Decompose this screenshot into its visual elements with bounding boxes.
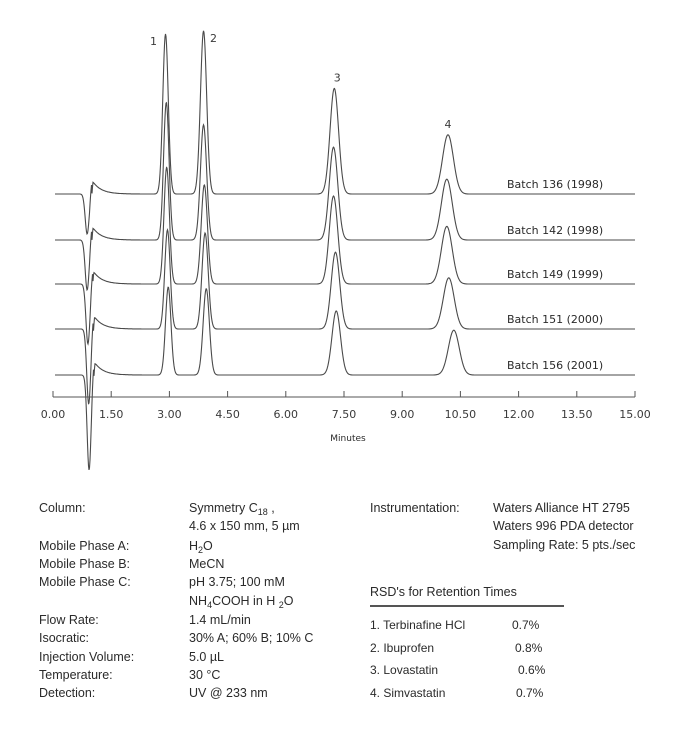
rsd-value: 0.8% bbox=[515, 641, 543, 655]
batch-label: Batch 151 (2000) bbox=[507, 313, 604, 326]
peak-labels bbox=[150, 32, 451, 131]
x-axis-label: Minutes bbox=[330, 434, 366, 444]
rsd-compound: 2. Ibuprofen bbox=[370, 641, 435, 655]
condition-value: UV @ 233 nm bbox=[189, 686, 268, 700]
condition-label: Mobile Phase A: bbox=[39, 539, 130, 553]
x-tick-label: 12.00 bbox=[502, 408, 535, 421]
x-tick-label: 1.50 bbox=[98, 408, 124, 421]
formula-part: COOH in H bbox=[212, 594, 279, 608]
rsd-compound: 4. Simvastatin bbox=[370, 686, 446, 700]
condition-value: 30 °C bbox=[189, 668, 221, 682]
condition-label: Isocratic: bbox=[39, 631, 90, 645]
x-tick-label: 4.50 bbox=[215, 408, 240, 421]
batch-legend-labels bbox=[507, 178, 603, 372]
condition-value: 4.6 x 150 mm, 5 µm bbox=[189, 519, 300, 533]
rsd-value: 0.7% bbox=[512, 618, 540, 632]
rsd-compound: 1. Terbinafine HCl bbox=[370, 618, 466, 632]
x-axis-ticks bbox=[41, 391, 651, 421]
x-tick-label: 7.50 bbox=[331, 408, 357, 421]
formula-part: O bbox=[203, 539, 213, 553]
x-tick-label: 6.00 bbox=[273, 408, 299, 421]
condition-label: Mobile Phase C: bbox=[39, 575, 131, 589]
peak-number-label: 2 bbox=[210, 31, 218, 45]
x-tick-label: 10.50 bbox=[444, 408, 477, 421]
formula-subscript: 4 bbox=[207, 600, 213, 610]
condition-value: MeCN bbox=[189, 557, 225, 571]
column-subscript: 18 bbox=[257, 507, 268, 517]
condition-value-mpa bbox=[189, 537, 213, 555]
chromatogram-trace bbox=[55, 103, 635, 290]
condition-label: Injection Volume: bbox=[39, 650, 135, 664]
instrumentation-label: Instrumentation: bbox=[370, 501, 460, 515]
formula-part: O bbox=[283, 594, 294, 608]
condition-label: Flow Rate: bbox=[39, 613, 99, 627]
peak-number-label: 3 bbox=[333, 71, 341, 85]
chromatogram-trace bbox=[55, 31, 635, 234]
condition-label: Column: bbox=[39, 501, 86, 515]
rsd-divider bbox=[370, 605, 564, 607]
x-tick-label: 3.00 bbox=[157, 408, 182, 421]
condition-label: Detection: bbox=[39, 686, 96, 700]
x-tick-label: 15.00 bbox=[619, 408, 651, 421]
column-suffix: , bbox=[267, 501, 275, 515]
condition-value: pH 3.75; 100 mM bbox=[189, 575, 285, 589]
condition-label: Temperature: bbox=[39, 668, 113, 682]
x-tick-label: 0.00 bbox=[40, 408, 66, 421]
batch-label: Batch 142 (1998) bbox=[507, 224, 604, 237]
condition-value: 30% A; 60% B; 10% C bbox=[189, 631, 314, 645]
rsd-title: RSD's for Retention Times bbox=[370, 585, 517, 599]
condition-value-column bbox=[189, 499, 275, 517]
instrumentation-line: Sampling Rate: 5 pts./sec bbox=[493, 538, 636, 552]
rsd-compound: 3. Lovastatin bbox=[370, 663, 439, 677]
instrumentation-line: Waters Alliance HT 2795 bbox=[493, 501, 630, 515]
batch-label: Batch 149 (1999) bbox=[507, 268, 604, 281]
formula-subscript: 2 bbox=[278, 600, 284, 610]
peak-number-label: 4 bbox=[444, 117, 452, 131]
x-tick-label: 9.00 bbox=[389, 408, 415, 421]
condition-value-mpc bbox=[189, 592, 294, 610]
rsd-value: 0.6% bbox=[518, 663, 546, 677]
peak-number-label: 1 bbox=[150, 35, 158, 48]
formula-part: H bbox=[189, 539, 199, 553]
column-name: Symmetry C bbox=[189, 501, 258, 515]
x-tick-label: 13.50 bbox=[561, 408, 593, 421]
rsd-value: 0.7% bbox=[516, 686, 544, 700]
instrumentation-line: Waters 996 PDA detector bbox=[493, 519, 634, 533]
condition-value: 1.4 mL/min bbox=[189, 613, 251, 627]
condition-value: 5.0 µL bbox=[189, 650, 225, 664]
batch-label: Batch 156 (2001) bbox=[507, 359, 604, 372]
batch-label: Batch 136 (1998) bbox=[507, 178, 604, 191]
formula-subscript: 2 bbox=[198, 545, 204, 555]
chromatogram-traces bbox=[55, 31, 635, 470]
condition-label: Mobile Phase B: bbox=[39, 557, 131, 571]
formula-part: NH bbox=[189, 594, 208, 608]
